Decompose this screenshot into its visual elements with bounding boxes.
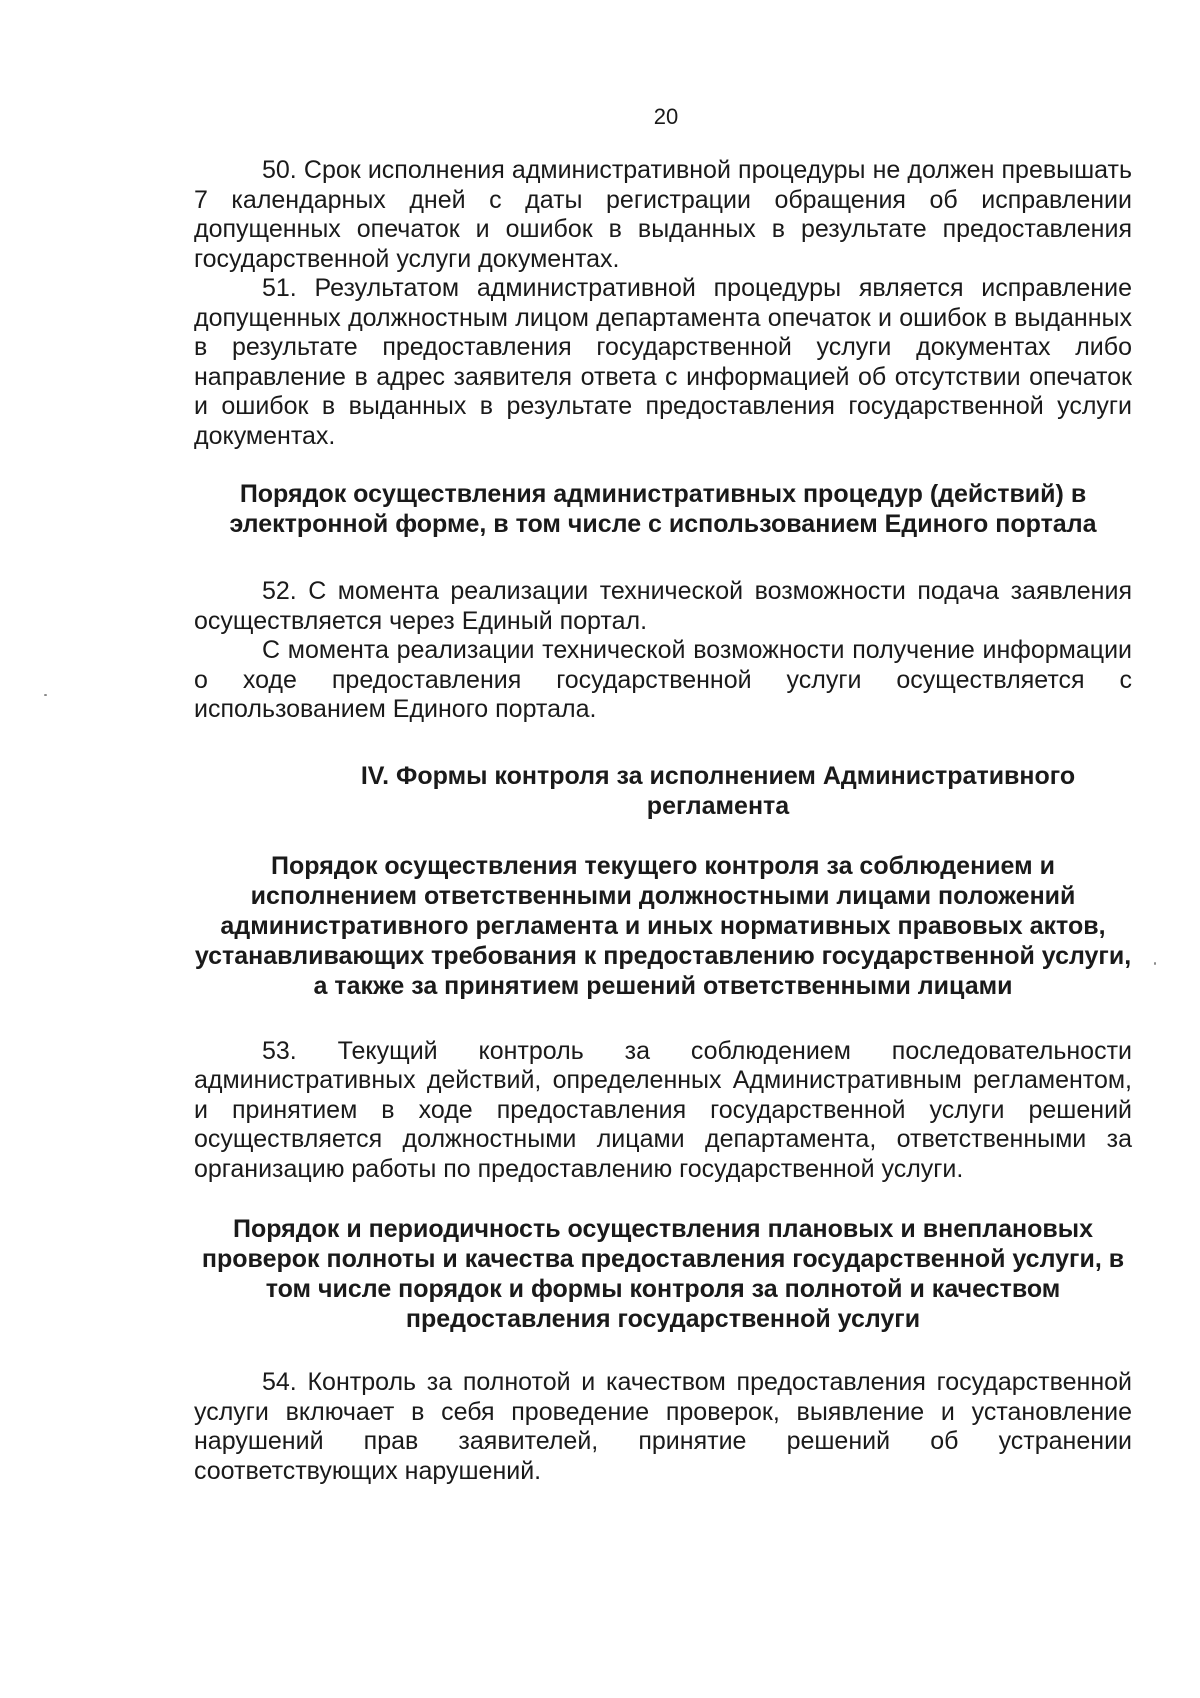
scan-speck — [1154, 962, 1156, 965]
paragraph-51: 51. Результатом административной процедуры является исправление допущенных должностным лицом департамента опечаток и ошибок в выданных в результате предоставления государственной услуги документах либо направление в адрес заявителя ответа с информацией об отсутствии опечаток и ошибок в выданных в результате предоставления государственной услуги документах. — [194, 274, 1132, 450]
paragraph-52: 52. С момента реализации технической возможности подача заявления осуществляется через Единый портал. — [194, 577, 1132, 635]
paragraph-54: 54. Контроль за полнотой и качеством предоставления государственной услуги включает в себя проведение проверок, выявление и установление нарушений прав заявителей, принятие решений об устранении соответствующих нарушений. — [194, 1368, 1132, 1485]
paragraph-52-continued: С момента реализации технической возможности получение информации о ходе предоставления государственной услуги осуществляется с использованием Единого портала. — [194, 636, 1132, 723]
heading-section-iv: IV. Формы контроля за исполнением Административного регламента — [360, 761, 1076, 820]
paragraph-53: 53. Текущий контроль за соблюдением последовательности административных действий, определенных Административным регламентом, и принятием в ходе предоставления государственной услуги решений осуществляется должностными лицами департамента, ответственными за организацию работы по предоставлению государственной услуги. — [194, 1036, 1132, 1183]
heading-electronic-procedures: Порядок осуществления административных процедур (действий) в электронной форме, в том числе с использованием Единого портала — [229, 480, 1097, 538]
heading-current-control: Порядок осуществления текущего контроля за соблюдением и исполнением ответственными должностными лицами положений административного регламента и иных нормативных правовых актов, устанавливающих требования к предоставлению государственной услуги, а также за принятием решений ответственными лицами — [194, 851, 1132, 1000]
page-number: 20 — [653, 104, 679, 129]
document-body — [194, 156, 1132, 1486]
scan-speck — [44, 694, 47, 696]
paragraph-50: 50. Срок исполнения административной процедуры не должен превышать 7 календарных дней с даты регистрации обращения об исправлении допущенных опечаток и ошибок в выданных в результате предоставления государственной услуги документах. — [194, 156, 1132, 273]
heading-inspections: Порядок и периодичность осуществления плановых и внеплановых проверок полноты и качества предоставления государственной услуги, в том числе порядок и формы контроля за полнотой и качеством предоставления государственной услуги — [201, 1215, 1125, 1333]
